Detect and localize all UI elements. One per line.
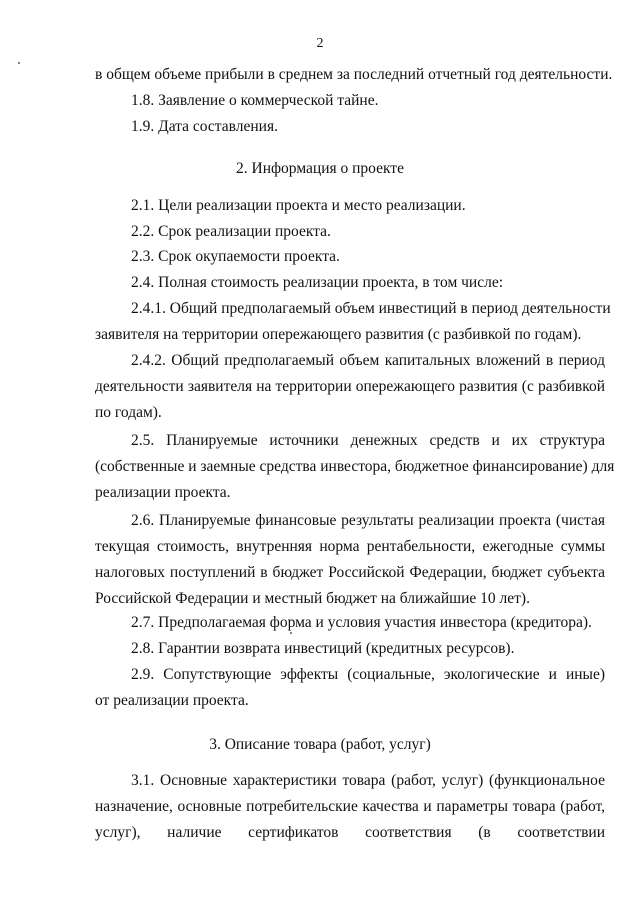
- item-2-3: 2.3. Срок окупаемости проекта.: [131, 248, 340, 265]
- item-2-6-line4: Российской Федерации и местный бюджет на ближайшие 10 лет).: [95, 590, 530, 607]
- item-2-9-line1: 2.9. Сопутствующие эффекты (социальные, экологические и иные): [131, 666, 605, 683]
- text-line: в общем объеме прибыли в среднем за последний отчетный год деятельности.: [95, 66, 613, 83]
- item-2-6-line1: 2.6. Планируемые финансовые результаты реализации проекта (чистая: [131, 512, 605, 529]
- item-2-4-1-line2: заявителя на территории опережающего развития (с разбивкой по годам).: [95, 326, 582, 343]
- item-2-8: 2.8. Гарантии возврата инвестиций (кредитных ресурсов).: [131, 640, 515, 657]
- item-2-9-line2: от реализации проекта.: [95, 692, 249, 709]
- item-2-6-line2: текущая стоимость, внутренняя норма рентабельности, ежегодные суммы: [95, 538, 605, 555]
- page-number: 2: [316, 36, 324, 51]
- item-2-5-line1: 2.5. Планируемые источники денежных средств и их структура: [131, 432, 605, 449]
- item-2-5-line2: (собственные и заемные средства инвестора, бюджетное финансирование) для: [95, 458, 615, 475]
- item-2-4-1-line1: 2.4.1. Общий предполагаемый объем инвестиций в период деятельности: [131, 300, 611, 317]
- item-2-4-2-line2: деятельности заявителя на территории опережающего развития (с разбивкой: [95, 378, 605, 395]
- item-2-1: 2.1. Цели реализации проекта и место реализации.: [131, 197, 466, 214]
- item-2-6-line3: налоговых поступлений в бюджет Российской Федерации, бюджет субъекта: [95, 564, 605, 581]
- scan-speck: [18, 62, 20, 64]
- item-1-8: 1.8. Заявление о коммерческой тайне.: [131, 92, 379, 109]
- item-2-4-2-line1: 2.4.2. Общий предполагаемый объем капитальных вложений в период: [131, 352, 605, 369]
- item-1-9: 1.9. Дата составления.: [131, 118, 278, 135]
- item-2-7: 2.7. Предполагаемая форма и условия участия инвестора (кредитора).: [131, 614, 592, 631]
- item-2-4-2-line3: по годам).: [95, 404, 162, 421]
- item-3-1-line1: 3.1. Основные характеристики товара (работ, услуг) (функциональное: [131, 772, 605, 789]
- item-2-4: 2.4. Полная стоимость реализации проекта, в том числе:: [131, 274, 504, 291]
- item-2-2: 2.2. Срок реализации проекта.: [131, 223, 331, 240]
- item-2-5-line3: реализации проекта.: [95, 484, 231, 501]
- section-2-heading: 2. Информация о проекте: [236, 160, 404, 177]
- scan-speck: [290, 632, 292, 634]
- item-3-1-line2: назначение, основные потребительские качества и параметры товара (работ,: [95, 798, 605, 815]
- section-3-heading: 3. Описание товара (работ, услуг): [209, 736, 431, 753]
- item-3-1-line3: услуг), наличие сертификатов соответствия (в соответствии: [95, 824, 605, 841]
